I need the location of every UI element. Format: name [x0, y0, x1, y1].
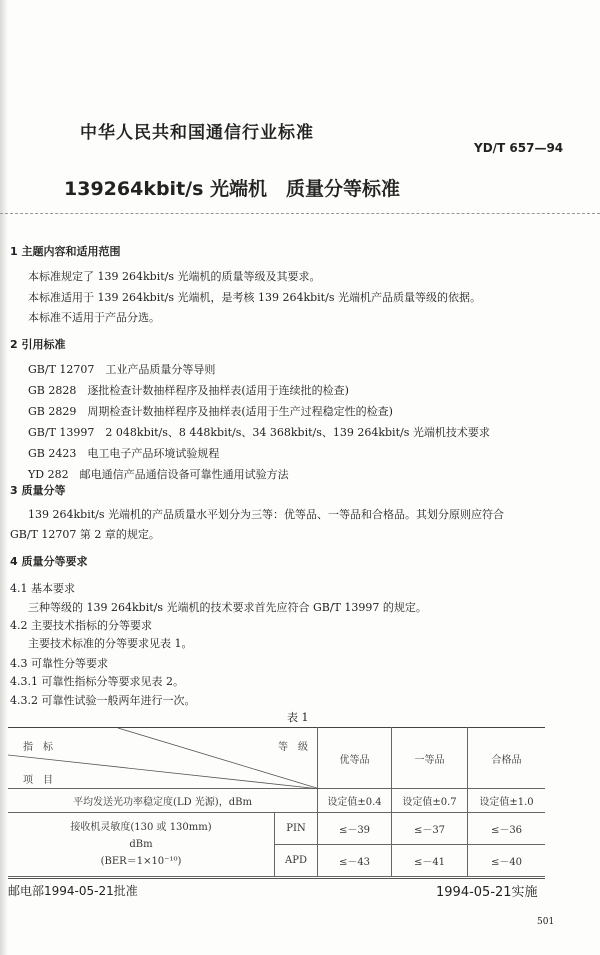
ref-code: GB/T 12707 — [28, 363, 95, 376]
row-label-line: dBm — [129, 839, 153, 850]
table-row — [8, 789, 545, 813]
row-label — [8, 813, 275, 877]
cell-value: 设定值±0.4 — [318, 789, 392, 813]
cell-value: 设定值±1.0 — [468, 789, 546, 813]
subsection-heading: 4.3.1 可靠性指标分等要求见表 2。 — [10, 675, 184, 688]
header-grade: 等 级 — [278, 742, 308, 753]
cell-value: ≤－41 — [392, 845, 468, 877]
cell-value: ≤－37 — [392, 813, 468, 845]
scan-edge — [0, 0, 8, 955]
ref-title: 周期检查计数抽样程序及抽样表(适用于生产过程稳定性的检查) — [87, 405, 393, 418]
grade-header: 一等品 — [392, 728, 468, 789]
cell-value: ≤－43 — [318, 845, 392, 877]
paragraph: 本标准规定了 139 264kbit/s 光端机的质量等级及其要求。 — [28, 270, 321, 283]
reference-item — [28, 382, 349, 398]
paragraph: 本标准不适用于产品分选。 — [28, 311, 160, 324]
reference-item — [28, 445, 219, 461]
row-label-line: 接收机灵敏度(130 或 130mm) — [70, 822, 212, 833]
grade-header: 合格品 — [468, 728, 546, 789]
ref-title: 邮电通信产品通信设备可靠性通用试验方法 — [79, 468, 289, 481]
reference-item — [28, 361, 215, 377]
reference-item — [28, 403, 393, 419]
table-row — [8, 813, 545, 845]
subsection-heading: 4.3 可靠性分等要求 — [10, 657, 108, 670]
section-4-heading: 4 质量分等要求 — [10, 555, 88, 568]
approval-date: 邮电部1994-05-21批准 — [8, 884, 138, 898]
quality-grade-table — [8, 727, 545, 877]
ref-title: 逐批检查计数抽样程序及抽样表(适用于连续批的检查) — [87, 384, 349, 397]
row-label: 平均发送光功率稳定度(LD 光源)，dBm — [8, 789, 318, 813]
paragraph: 本标准适用于 139 264kbit/s 光端机，是考核 139 264kbit/s 光端机产品质量等级的依据。 — [28, 291, 481, 304]
sub-label: PIN — [275, 813, 318, 845]
section-1-heading: 1 主题内容和适用范围 — [10, 245, 121, 258]
row-label-line: (BER＝1×10⁻¹⁰) — [100, 856, 182, 867]
document-title: 139264kbit/s 光端机 质量分等标准 — [64, 178, 401, 200]
ref-code: GB 2828 — [28, 384, 77, 397]
grade-header: 优等品 — [318, 728, 392, 789]
diagonal-header-cell — [8, 728, 318, 789]
page-number: 501 — [537, 917, 555, 927]
issuing-org: 中华人民共和国通信行业标准 — [80, 123, 314, 143]
section-2-heading: 2 引用标准 — [10, 338, 66, 351]
paragraph: 三种等级的 139 264kbit/s 光端机的技术要求首先应符合 GB/T 13997 的规定。 — [28, 601, 427, 614]
paragraph: GB/T 12707 第 2 章的规定。 — [10, 528, 160, 541]
header-index: 指 标 — [23, 742, 53, 753]
ref-code: GB/T 13997 — [28, 426, 95, 439]
ref-title: 工业产品质量分等导则 — [105, 363, 216, 376]
subsection-heading: 4.1 基本要求 — [10, 582, 75, 595]
ref-code: GB 2423 — [28, 447, 77, 460]
subsection-heading: 4.3.2 可靠性试验一般两年进行一次。 — [10, 694, 196, 707]
subsection-heading: 4.2 主要技术指标的分等要求 — [10, 619, 152, 632]
table-caption: 表 1 — [287, 711, 309, 724]
header-rule — [0, 213, 600, 214]
reference-item — [28, 466, 289, 482]
cell-value: ≤－39 — [318, 813, 392, 845]
ref-title: 2 048kbit/s、8 448kbit/s、34 368kbit/s、139 264kbit/s 光端机技术要求 — [105, 426, 490, 439]
ref-code: YD 282 — [28, 468, 69, 481]
footer-rule — [8, 878, 545, 879]
ref-code: GB 2829 — [28, 405, 77, 418]
section-3-heading: 3 质量分等 — [10, 484, 66, 497]
cell-value: 设定值±0.7 — [392, 789, 468, 813]
cell-value: ≤－36 — [468, 813, 546, 845]
ref-title: 电工电子产品环境试验规程 — [87, 447, 220, 460]
paragraph: 主要技术标准的分等要求见表 1。 — [28, 637, 193, 650]
cell-value: ≤－40 — [468, 845, 546, 877]
reference-item — [28, 424, 490, 440]
effective-date: 1994-05-21实施 — [436, 885, 538, 900]
sub-label: APD — [275, 845, 318, 877]
header-item: 项 目 — [23, 775, 53, 786]
standard-code: YD/T 657—94 — [474, 141, 564, 155]
diagonal-lines — [8, 728, 320, 789]
paragraph: 139 264kbit/s 光端机的产品质量水平划分为三等：优等品、一等品和合格品。其划分原则应符合 — [28, 508, 504, 521]
